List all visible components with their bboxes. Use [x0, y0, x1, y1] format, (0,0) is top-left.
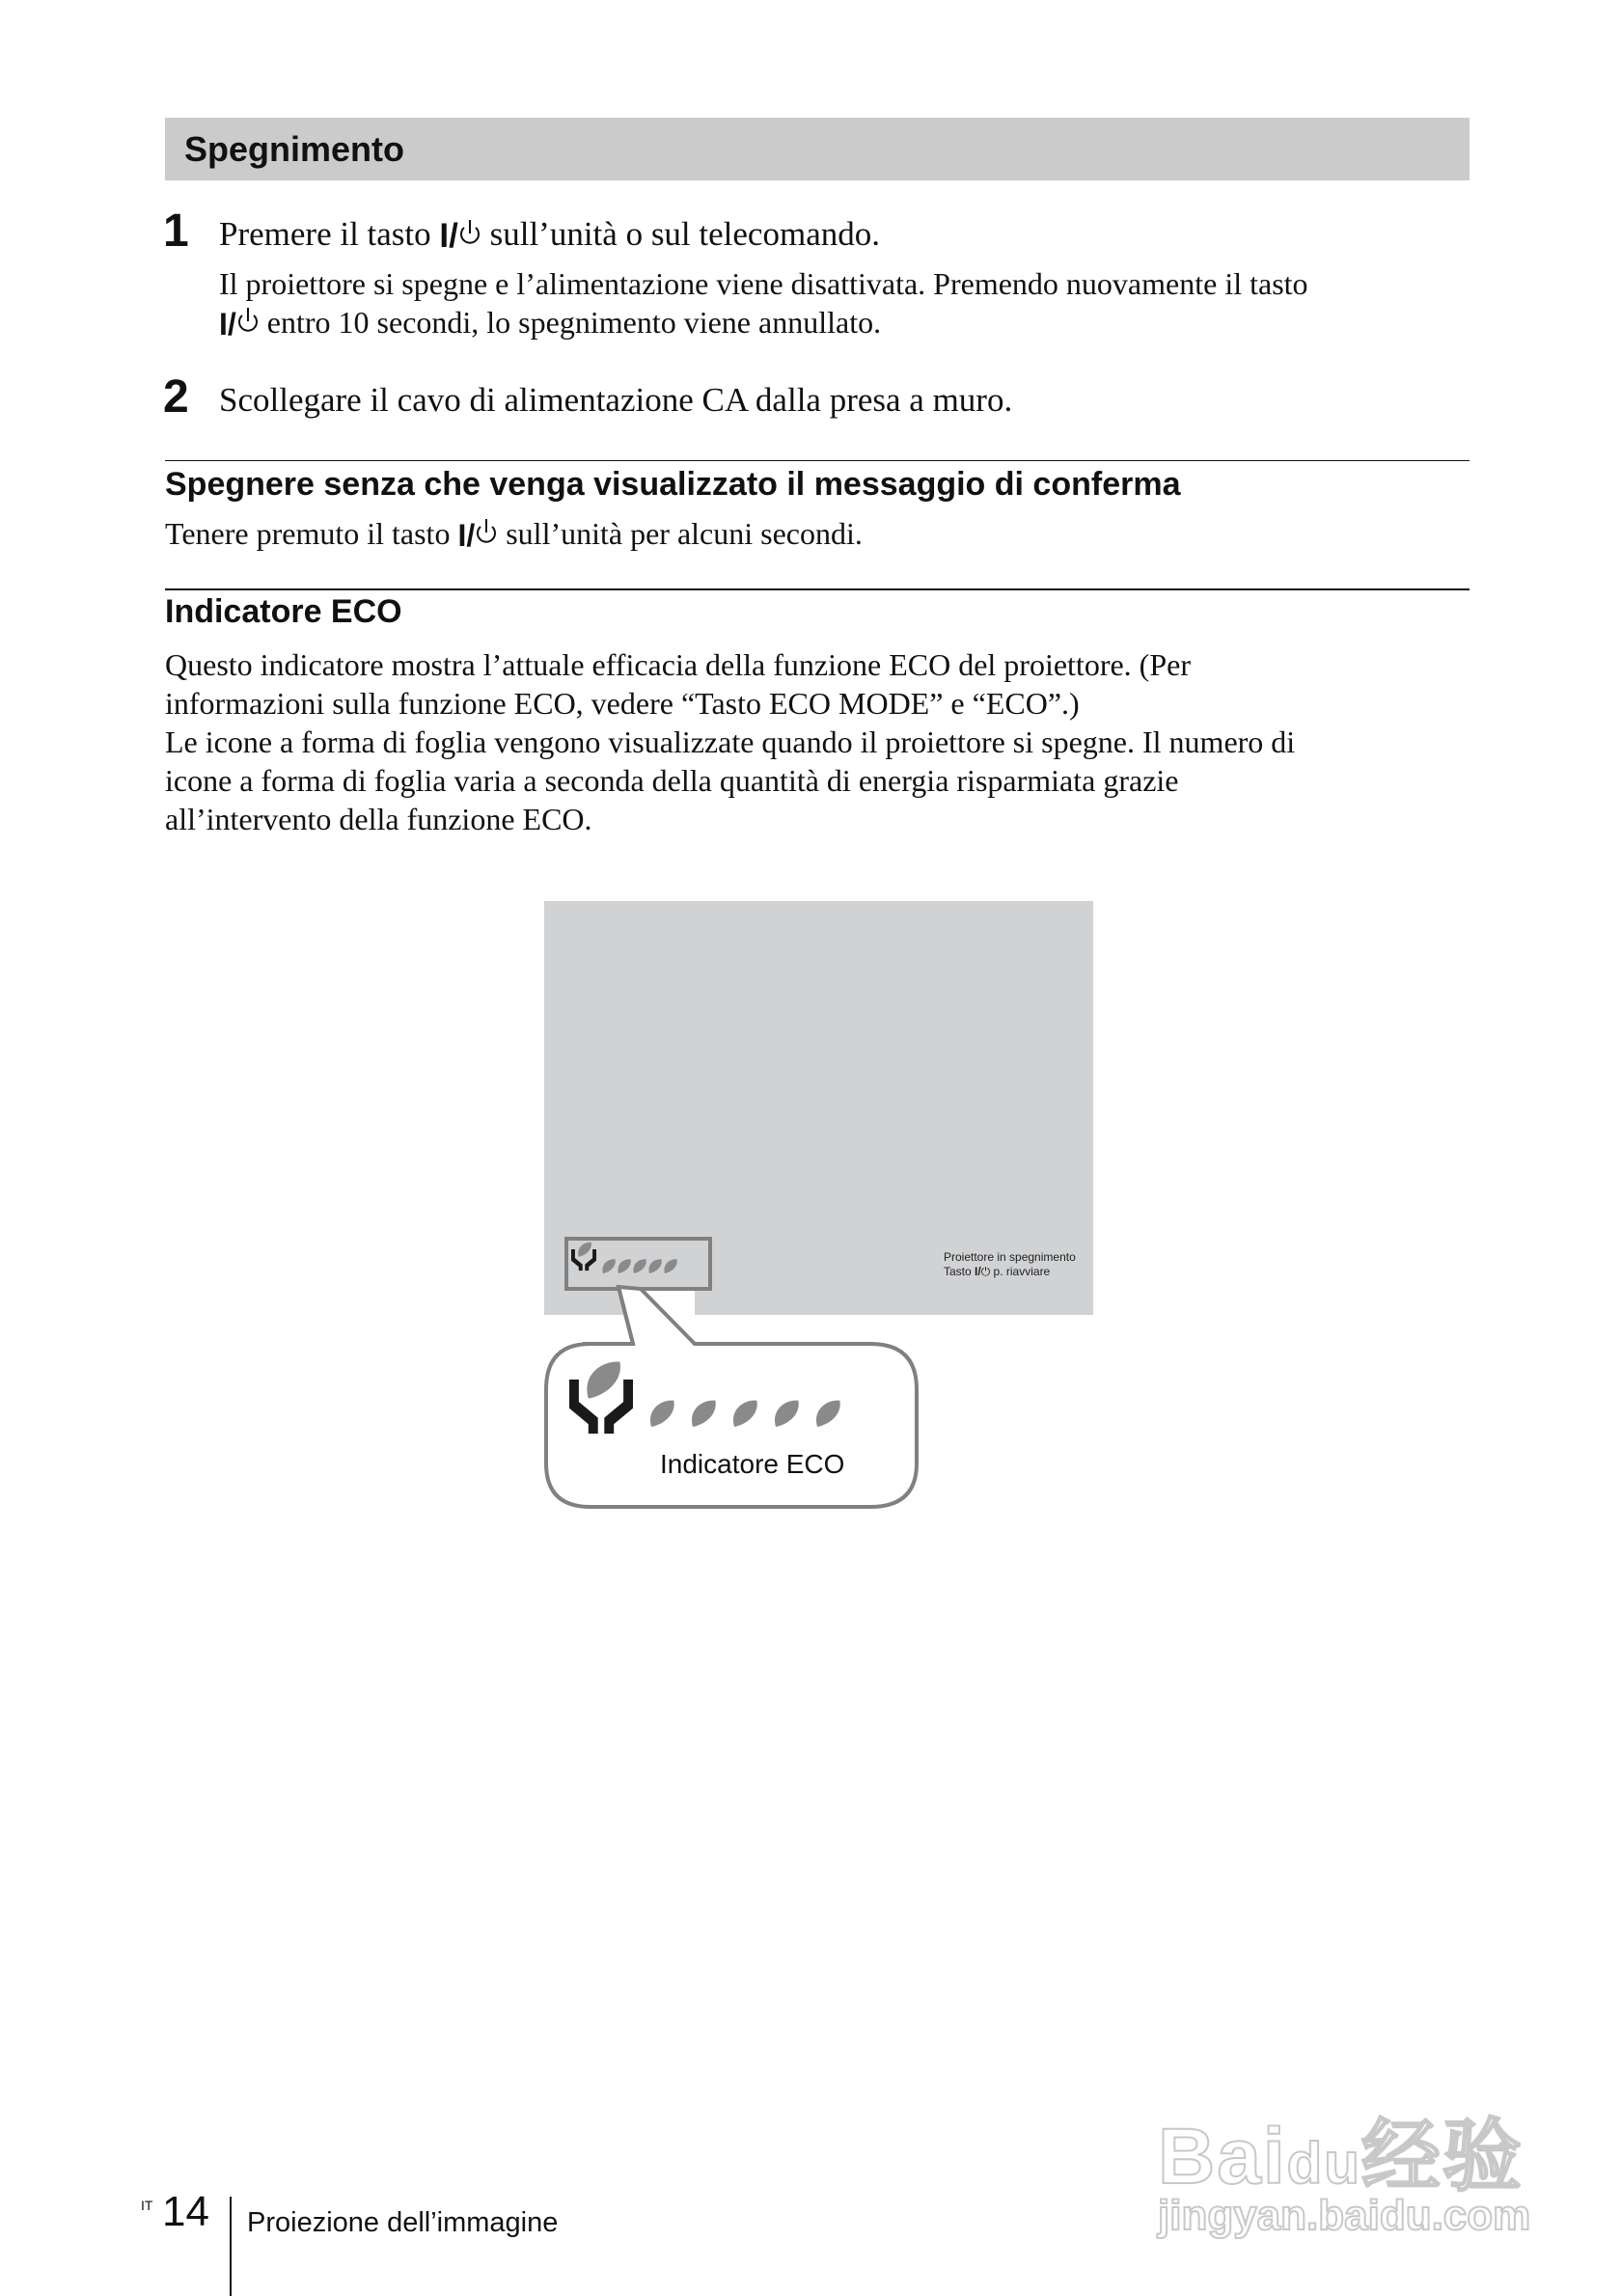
step-1-note-line1: Il proiettore si spegne e l’alimentazione viene disattivata. Premendo nuovamente il tasto: [219, 266, 1308, 301]
callout-label: Indicatore ECO: [660, 1449, 845, 1479]
step-2-text: Scollegare il cavo di alimentazione CA dalla presa a muro.: [219, 381, 1013, 419]
watermark-url: jingyan.baidu.com: [1158, 2192, 1531, 2239]
power-key-label: I/: [975, 1265, 981, 1278]
paragraph-line: informazioni sulla funzione ECO, vedere “Tasto ECO MODE” e “ECO”.): [165, 686, 1080, 721]
footer-page-number: 14: [162, 2188, 209, 2235]
screen-message-line2: [944, 1265, 1076, 1279]
step-1-text-after: sull’unità o sul telecomando.: [489, 215, 880, 253]
paragraph-line: icone a forma di foglia varia a seconda della quantità di energia risparmiata grazie: [165, 763, 1179, 798]
screen-message-line1: Proiettore in spegnimento: [944, 1250, 1076, 1264]
power-key-label: I/: [219, 307, 236, 342]
text: Tasto: [944, 1265, 972, 1278]
screen-message: [944, 1250, 1076, 1279]
footer-chapter: Proiezione dell’immagine: [247, 2207, 559, 2238]
step-1-number: 1: [163, 205, 189, 257]
watermark-logo: Baidu经验: [1158, 2113, 1524, 2200]
leaf-icon: [602, 1259, 615, 1273]
leaf-icon: [648, 1259, 661, 1273]
paragraph-line: all’intervento della funzione ECO.: [165, 802, 592, 836]
subsection-title-no-confirm: Spegnere senza che venga visualizzato il messaggio di conferma: [165, 466, 1181, 503]
step-1-note-line2-text: entro 10 secondi, lo spegnimento viene annullato.: [266, 305, 882, 340]
leaf-icon: [578, 1243, 591, 1257]
text-before: Tenere premuto il tasto: [165, 516, 451, 551]
subsection-title-eco: Indicatore ECO: [165, 593, 402, 630]
paragraph-line: Questo indicatore mostra l’attuale efficacia della funzione ECO del proiettore. (Per: [165, 647, 1191, 682]
leaf-icon: [633, 1259, 646, 1273]
leaf-icon: [618, 1259, 630, 1273]
power-key-label: I/: [439, 217, 458, 255]
text-after: sull’unità per alcuni secondi.: [506, 516, 863, 551]
power-icon: I/⏻: [975, 1265, 991, 1278]
step-1-text-before: Premere il tasto: [219, 215, 431, 253]
footer-lang: IT: [141, 2198, 153, 2213]
section-title: Spegnimento: [184, 129, 405, 169]
step-2-number: 2: [163, 371, 189, 423]
paragraph-line: Le icone a forma di foglia vengono visualizzate quando il proiettore si spegne. Il numero di: [165, 724, 1296, 759]
leaf-icon: [664, 1259, 676, 1273]
text: p. riavviare: [993, 1265, 1051, 1278]
power-key-label: I/: [457, 518, 476, 553]
footer-divider: [230, 2197, 232, 2296]
